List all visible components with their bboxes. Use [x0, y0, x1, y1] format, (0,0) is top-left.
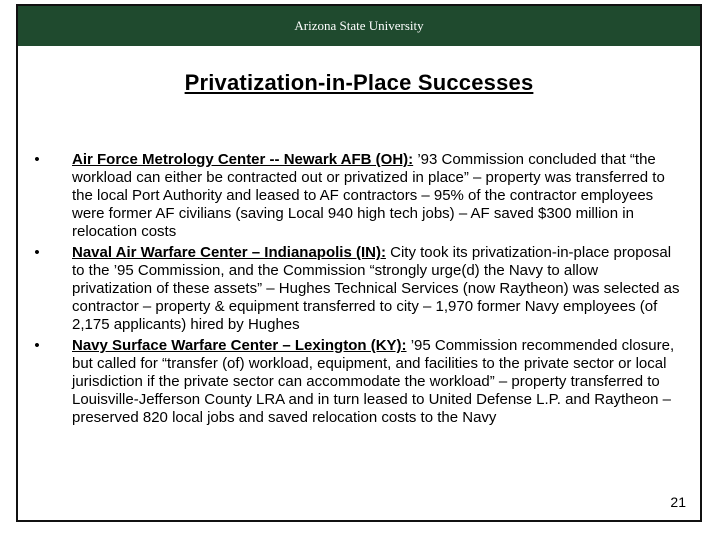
- bullet-lead: Navy Surface Warfare Center – Lexington (KY):: [72, 337, 407, 354]
- bullet-item: [32, 244, 682, 334]
- bullet-icon: •: [34, 151, 40, 168]
- slide-title: Privatization-in-Place Successes: [184, 70, 534, 95]
- bullet-lead: Naval Air Warfare Center – Indianapolis (IN):: [72, 244, 386, 261]
- bullet-icon: •: [34, 244, 40, 261]
- bullet-body: City took its privatization-in-place proposal to the ’95 Commission, and the Commission “strongly urge(d) the Navy to allow privatization of these assets” – Hughes Technical Services (now Raytheon) was selected as contractor – property & equipment transferred to city – 1,970 former Navy employees (of 2,175 applicants) hired by Hughes: [72, 244, 680, 333]
- bullet-icon: •: [34, 337, 40, 354]
- bullet-item: [32, 337, 682, 427]
- bullet-body: ’93 Commission concluded that “the workload can either be contracted out or privatized in place” – property was transferred to the local Port Authority and leased to AF contractors – 95% of the contractor employees were former AF civilians (saving Local 940 high tech jobs) – AF saved $300 million in relocation costs: [72, 151, 665, 240]
- bullet-list: [32, 151, 682, 430]
- header-text: Arizona State University: [294, 18, 424, 33]
- header-bar: [18, 6, 700, 46]
- bullet-item: [32, 151, 682, 241]
- bullet-lead: Air Force Metrology Center -- Newark AFB (OH):: [72, 151, 414, 168]
- bullet-body: ’95 Commission recommended closure, but called for “transfer (of) workload, equipment, and facilities to the private sector or local jurisdiction if the private sector can accommodate the workload” – property transferred to Louisville-Jefferson County LRA and in turn leased to United Defense L.P. and Raytheon – preserved 820 local jobs and saved relocation costs to the Navy: [72, 337, 675, 426]
- page-number: 21: [670, 494, 686, 510]
- slide: [16, 4, 702, 522]
